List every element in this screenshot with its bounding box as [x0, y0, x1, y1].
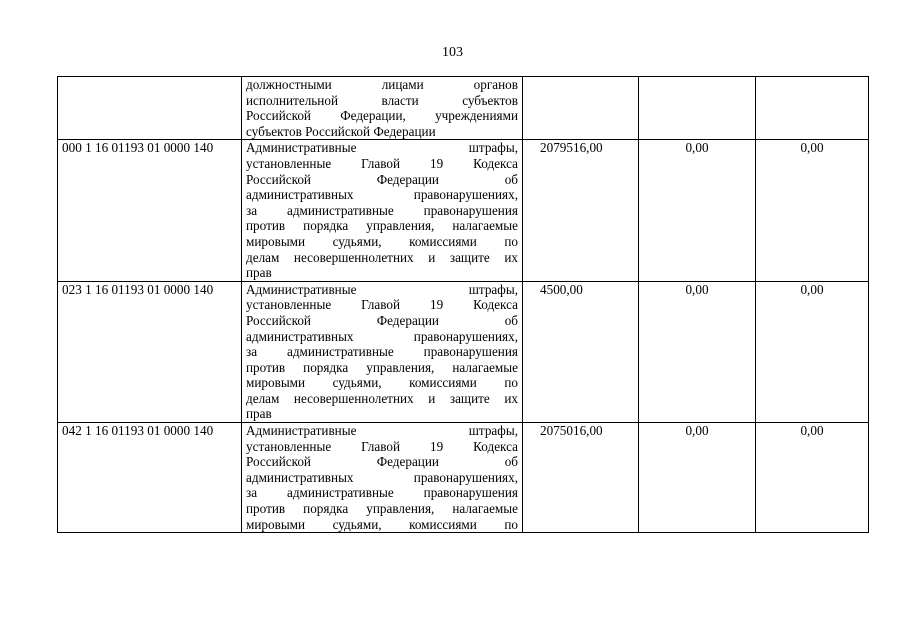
description-line: против порядка управления, налагаемые — [246, 218, 518, 234]
description-line: за административные правонарушения — [246, 202, 518, 218]
description-line: Российской Федерации об — [246, 454, 518, 470]
description-cell — [242, 281, 523, 422]
value-2-cell — [639, 77, 756, 140]
table-row — [58, 281, 869, 422]
value-2-cell: 0,00 — [639, 423, 756, 533]
budget-code-cell — [58, 77, 242, 140]
description-line: за административные правонарушения — [246, 344, 518, 360]
page-number: 103 — [442, 45, 463, 60]
description-line: исполнительной власти субъектов — [246, 92, 518, 108]
description-line: должностными лицами органов — [246, 77, 518, 92]
description-line: мировыми судьями, комиссиями по — [246, 233, 518, 249]
amount-cell: 2079516,00 — [523, 140, 639, 281]
value-3-cell — [756, 77, 869, 140]
description-line: Российской Федерации об — [246, 171, 518, 187]
value-2-cell: 0,00 — [639, 281, 756, 422]
description-line: установленные Главой 19 Кодекса — [246, 438, 518, 454]
description-line: против порядка управления, налагаемые — [246, 359, 518, 375]
value-2-cell: 0,00 — [639, 140, 756, 281]
description-line: прав — [246, 406, 272, 422]
description-line: Административные штрафы, — [246, 423, 518, 439]
amount-cell — [523, 77, 639, 140]
description-line: Российской Федерации, учреждениями — [246, 108, 518, 124]
table-row — [58, 77, 869, 140]
budget-code-cell: 023 1 16 01193 01 0000 140 — [58, 281, 242, 422]
description-line: субъектов Российской Федерации — [246, 123, 436, 139]
table-body — [58, 77, 869, 533]
value-3-cell: 0,00 — [756, 423, 869, 533]
description-line: Административные штрафы, — [246, 281, 518, 297]
description-line: административных правонарушениях, — [246, 187, 518, 203]
description-line: мировыми судьями, комиссиями по — [246, 375, 518, 391]
description-line: прав — [246, 265, 272, 281]
value-3-cell: 0,00 — [756, 140, 869, 281]
description-line: административных правонарушениях, — [246, 469, 518, 485]
description-line: мировыми судьями, комиссиями по — [246, 516, 518, 532]
amount-cell: 2075016,00 — [523, 423, 639, 533]
budget-code-cell: 000 1 16 01193 01 0000 140 — [58, 140, 242, 281]
description-line: за административные правонарушения — [246, 485, 518, 501]
description-line: делам несовершеннолетних и защите их — [246, 249, 518, 265]
description-line: Российской Федерации об — [246, 312, 518, 328]
budget-code-cell: 042 1 16 01193 01 0000 140 — [58, 423, 242, 533]
description-cell — [242, 140, 523, 281]
table-row — [58, 423, 869, 533]
description-line: Административные штрафы, — [246, 140, 518, 156]
budget-table — [57, 76, 869, 533]
description-line: административных правонарушениях, — [246, 328, 518, 344]
value-3-cell: 0,00 — [756, 281, 869, 422]
table-row — [58, 140, 869, 281]
description-line: делам несовершеннолетних и защите их — [246, 390, 518, 406]
description-line: установленные Главой 19 Кодекса — [246, 155, 518, 171]
description-line: против порядка управления, налагаемые — [246, 501, 518, 517]
description-cell — [242, 77, 523, 140]
description-line: установленные Главой 19 Кодекса — [246, 297, 518, 313]
amount-cell: 4500,00 — [523, 281, 639, 422]
description-cell — [242, 423, 523, 533]
